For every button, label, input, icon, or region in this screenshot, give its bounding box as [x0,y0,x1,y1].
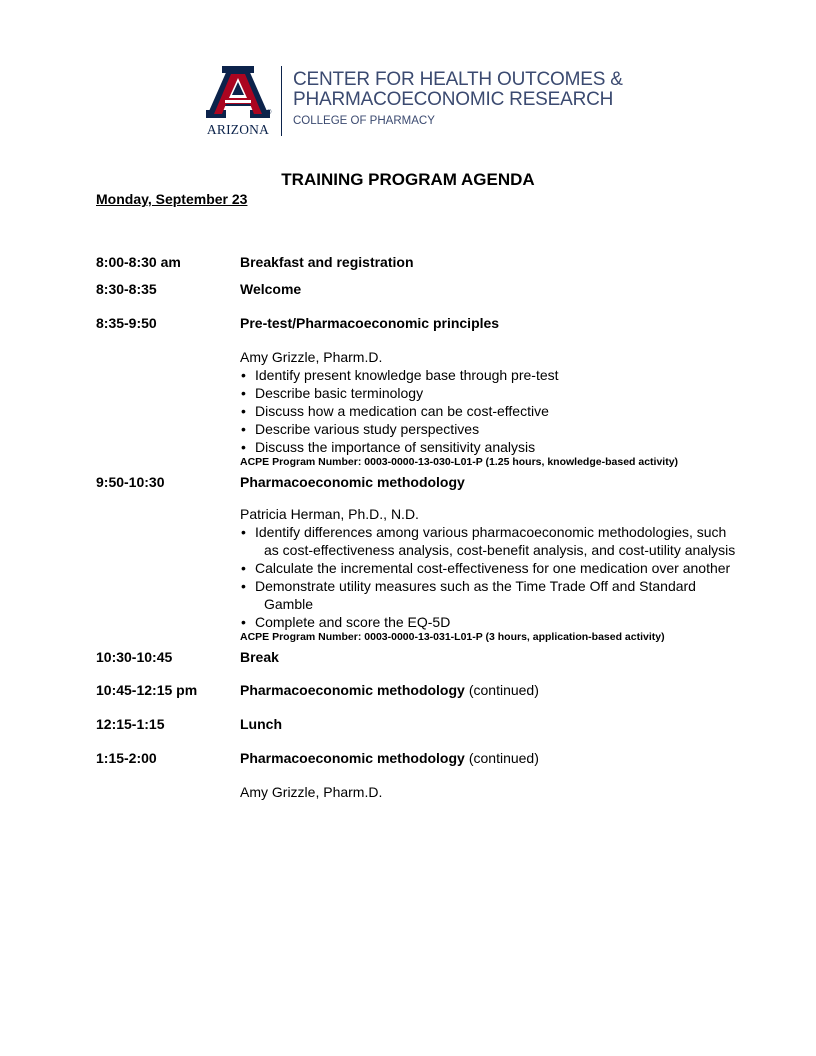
bullet-icon: • [241,421,246,437]
page-title: TRAINING PROGRAM AGENDA [281,170,535,189]
list-item: • Discuss the importance of sensitivity analysis [241,439,536,455]
agenda-time: 8:35-9:50 [96,315,157,331]
agenda-list [96,253,736,801]
agenda-speaker: Patricia Herman, Ph.D., N.D. [240,506,419,522]
agenda-item [96,715,736,733]
agenda-date: Monday, September 23 [96,191,248,207]
acpe-program-number: ACPE Program Number: 0003-0000-13-031-L01-P (3 hours, application-based activity) [240,631,665,643]
college-name: COLLEGE OF PHARMACY [293,115,435,127]
agenda-time: 12:15-1:15 [96,716,165,732]
center-name-line1: CENTER FOR HEALTH OUTCOMES & [293,69,623,90]
agenda-time: 10:45-12:15 pm [96,682,198,698]
list-item: • Discuss how a medication can be cost-effective [241,403,549,419]
list-item: • Complete and score the EQ-5D [241,614,451,630]
continued-note: (continued) [468,682,539,698]
list-item: • Calculate the incremental cost-effectiveness for one medication over another [241,560,731,576]
logo-divider [281,66,282,136]
list-item: • Identify present knowledge base through pre-test [241,367,559,383]
bullet-icon: • [241,367,246,383]
arizona-a-logo-icon [200,66,276,126]
learning-objectives [240,523,736,631]
bullet-icon: • [241,524,246,540]
acpe-program-number: ACPE Program Number: 0003-0000-13-030-L01-P (1.25 hours, knowledge-based activity) [240,456,679,468]
agenda-session-title: Breakfast and registration [240,254,414,270]
agenda-item [96,648,736,666]
agenda-speaker: Amy Grizzle, Pharm.D. [240,349,383,365]
list-item: • Demonstrate utility measures such as the Time Trade Off and Standard Gamble [241,578,696,612]
agenda-item [96,681,736,699]
header-logo [200,66,623,140]
agenda-session-title: Pre-test/Pharmacoeconomic principles [240,315,500,331]
center-name-line2: PHARMACOECONOMIC RESEARCH [293,89,614,110]
list-item: • Describe basic terminology [241,385,424,401]
agenda-item [96,749,736,801]
agenda-session-title: Pharmacoeconomic methodology [240,750,465,766]
bullet-icon: • [241,403,246,419]
agenda-time: 9:50-10:30 [96,474,165,490]
bullet-icon: • [241,614,246,630]
agenda-time: 10:30-10:45 [96,649,173,665]
center-name [293,70,623,130]
agenda-item [96,314,736,469]
arizona-wordmark: ARIZONA [206,122,270,137]
agenda-time: 1:15-2:00 [96,750,157,766]
bullet-icon: • [241,439,246,455]
agenda-session-title: Break [240,649,279,665]
agenda-time: 8:00-8:30 am [96,254,181,270]
agenda-item [96,253,736,271]
agenda-session-title: Lunch [240,716,282,732]
bullet-icon: • [241,578,246,594]
continued-note: (continued) [468,750,539,766]
agenda-session-title: Welcome [240,281,302,297]
bullet-icon: • [241,560,246,576]
agenda-time: 8:30-8:35 [96,281,157,297]
list-item: • Identify differences among various pharmacoeconomic methodologies, such as cost-effectiveness analysis, cost-benefit analysis, and cost-utility analysis [241,524,736,558]
list-item: • Describe various study perspectives [241,421,480,437]
agenda-item [96,280,736,298]
registered-mark: ® [267,110,272,116]
agenda-session-title: Pharmacoeconomic methodology [240,682,465,698]
bullet-icon: • [241,385,246,401]
learning-objectives [240,366,736,456]
agenda-item [96,473,736,644]
agenda-speaker: Amy Grizzle, Pharm.D. [240,784,383,800]
agenda-session-title: Pharmacoeconomic methodology [240,474,465,490]
